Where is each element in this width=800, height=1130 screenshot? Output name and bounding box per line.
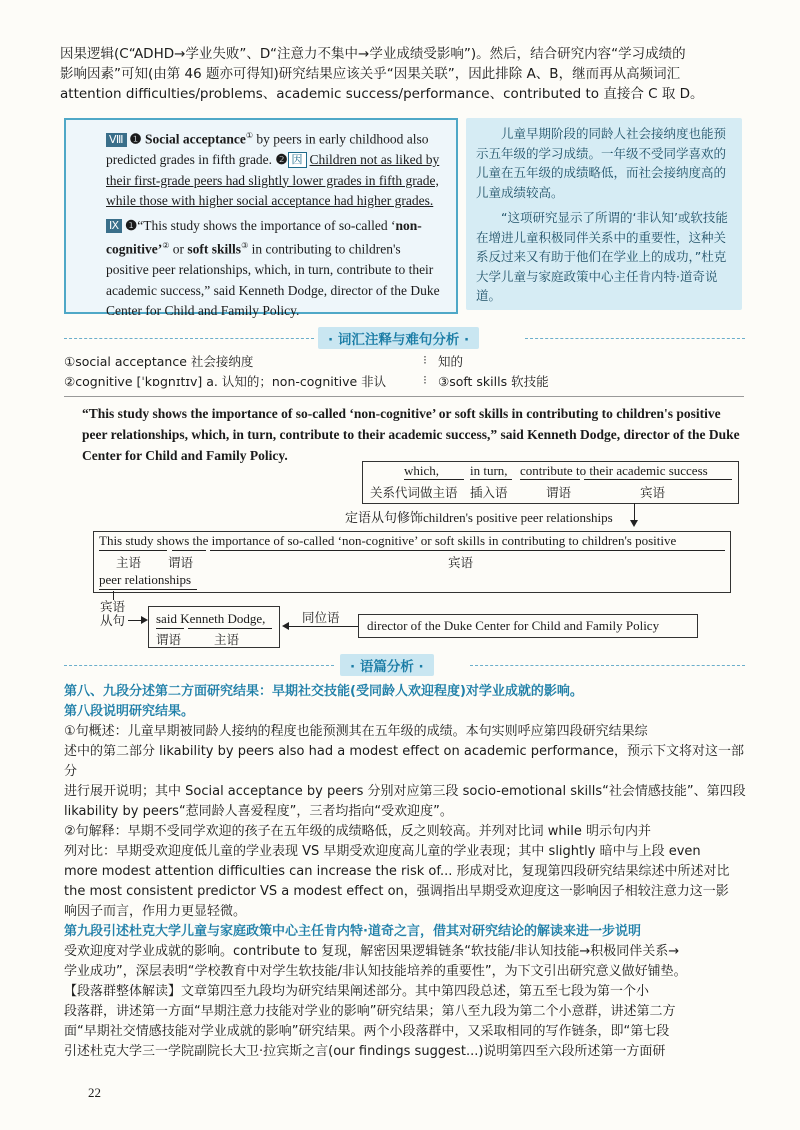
passage-box <box>64 118 458 318</box>
paragraph-9: Ⅸ ❶“This study shows the importance of so-called ‘non-cognitive’② or soft skills③ in contributing to children's positive peer relationships, which, in turn, contribute to their academic success,” said Kenneth Dodge, director of the Duke Center for Child and Family Policy. <box>106 217 440 318</box>
vocab-separator: ⁝ <box>423 372 427 387</box>
vocab-item: ①social acceptance 社会接纳度 <box>64 354 254 369</box>
attributive-clause-label: 定语从句修饰children's positive peer relationships <box>345 510 613 525</box>
paragraph-marker: Ⅷ <box>106 133 127 147</box>
arrow-left-icon <box>282 622 289 630</box>
appositive-box: director of the Duke Center for Child and Family Policy <box>358 614 698 638</box>
discourse-analysis: 第八、九段分述第二方面研究结果：早期社交技能(受同龄人欢迎程度)对学业成就的影响。 第八段说明研究结果。 ①句概述：儿童早期被同龄人接纳的程度也能预测其在五年级的成绩。本句实则呼应第四段研究结果综 述中的第二部分 likability by peers also had a modest effect on academic performance，预示下文将对这一部分 进行展开说明；其中 Social acceptance by peers 分别对应第三段 socio-emotional skills“社会情感技能”、第四段 likability by peers“惹同龄人喜爱程度”，三者均指向“受欢迎度”。 ②句解释：早期不受同学欢迎的孩子在五年级的成绩略低，反之则较高。并列对比词 while 明示句内并 列对比：早期受欢迎度低儿童的学业表现 VS 早期受欢迎度高儿童的学业表现；其中 slightly 暗中与上段 even more modest attention difficulties can increase the risk of... 形成对比，复现第四段研究结果综述中所述对比 the most consistent predictor VS a modest effect on，强调指出早期受欢迎度这一影响因子相较注意力这一影 响因子而言，作用力更显轻微。 第九段引述杜克大学儿童与家庭政策中心主任肯内特·道奇之言，借其对研究结论的解读来进一步说明 受欢迎度对学业成就的影响。contribute to 复现，解密因果逻辑链条“软技能/非认知技能→积极同伴关系→ 学业成功”，深层表明“学校教育中对学生软技能/非认知技能培养的重要性”，为下文引出研究意义做好铺垫。 【段落群整体解读】文章第四至九段均为研究结果阐述部分。其中第四段总述，第五至七段为第一个小 段落群，讲述第一方面“早期注意力技能对学业的影响”研究结果；第八至九段为第二个小意群，讲述第二方 面“早期社交情感技能对学业成就的影响”研究结果。两个小段落群中，又采取相同的写作链条，即“第七段 引述杜克大学三一学院副院长大卫·拉宾斯之言(our findings suggest...)说明第四至六段所述第一方面研 <box>64 684 746 1059</box>
analysis-header: · 语篇分析 · <box>340 654 434 676</box>
vocab-header: · 词汇注释与难句分析 · <box>318 327 479 349</box>
intro-line: attention difficulties/problems、academic success/performance、contributed to 直接合 C 取 D。 <box>60 86 704 102</box>
difficult-sentence: “This study shows the importance of so-called ‘non-cognitive’ or soft skills in contributing to children's positive peer relationships, which, in turn, contribute to their academic success,” said Kenneth Dodge, director of the Duke Center for Child and Family Policy. <box>82 406 740 463</box>
intro-paragraph <box>60 44 750 104</box>
translation-para-8: 儿童早期阶段的同龄人社会接纳度也能预示五年级的学习成绩。一年级不受同学喜欢的儿童在五年级的成绩略低，而社会接纳度高的儿童成绩较高。 <box>476 126 727 200</box>
vocab-item: ③soft skills 软技能 <box>438 374 549 389</box>
vocab-item: 知的 <box>438 354 464 369</box>
divider <box>64 338 314 339</box>
page-number: 22 <box>88 1085 101 1100</box>
translation-box <box>466 118 742 310</box>
translation-para-9: “这项研究显示了所谓的‘非认知’或软技能在增进儿童积极同伴关系中的重要性，这种关系反过来又有助于他们在学业上的成功，”杜克大学儿童与家庭政策中心主任肯内特·道奇说道。 <box>476 210 728 303</box>
intro-line: 影响因素”可知(由第 46 题亦可得知)研究结果应该关乎“因果关联”，因此排除 A、B，继而再从高频词汇 <box>60 66 681 82</box>
paragraph-8: Ⅷ ❶ Social acceptance① by peers in early childhood also predicted grades in fifth grade. ❷ 因 Children not as liked by their first-grade peers had slightly lower grades in fifth grade, while those with higher social acceptance had higher grades. <box>106 131 440 208</box>
divider <box>525 338 745 339</box>
vocab-separator: ⁝ <box>423 352 427 367</box>
arrow-right-icon <box>141 616 148 624</box>
appositive-label: 同位语 <box>302 610 340 625</box>
intro-line: 因果逻辑(C“ADHD→学业失败”、D“注意力不集中→学业成绩受影响”)。然后，结合研究内容“学习成绩的 <box>60 46 686 62</box>
divider <box>64 665 334 666</box>
object-clause-label: 宾语从句 <box>100 600 128 628</box>
vocab-item: ②cognitive [ˈkɒgnɪtɪv] a. 认知的；non-cognitive 非认 <box>64 374 387 389</box>
arrow-down-icon <box>630 520 638 527</box>
paragraph-marker: Ⅸ <box>106 219 122 233</box>
divider <box>470 665 745 666</box>
divider <box>64 396 744 397</box>
